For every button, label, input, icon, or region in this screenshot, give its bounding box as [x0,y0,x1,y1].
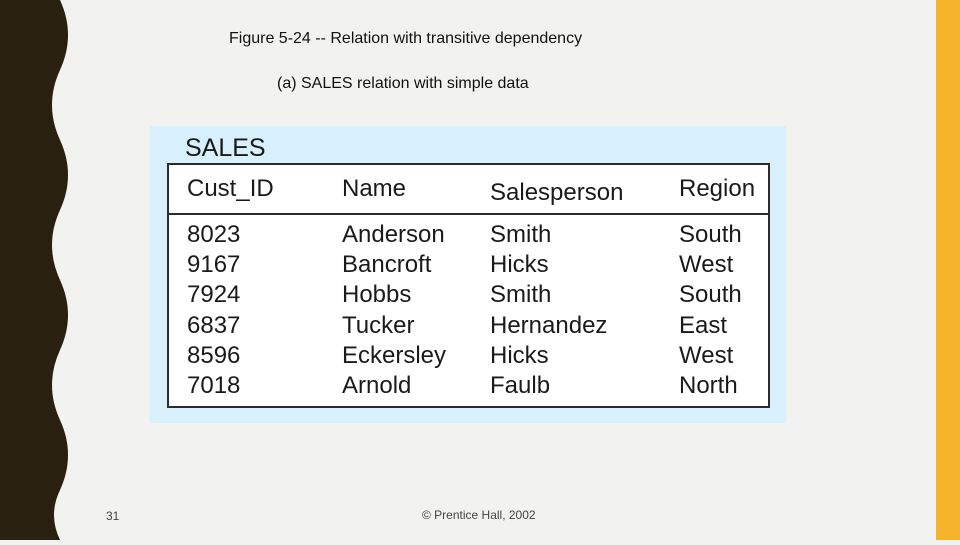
table-header-row [169,165,768,215]
cust-id-cell: 9167 [187,251,241,278]
cust-id-cell: 8596 [187,342,241,369]
column-header-salesperson: Salesperson [490,179,624,206]
slide-page-number: 31 [106,509,120,523]
slide-title: Figure 5-24 -- Relation with transitive dependency [229,30,583,47]
region-cell: South [679,221,742,248]
salesperson-cell: Hernandez [490,312,608,339]
wavy-border-graphic [0,0,80,540]
name-cell: Bancroft [342,251,432,278]
left-decorative-border [0,0,80,540]
copyright-footer: © Prentice Hall, 2002 [422,508,536,522]
sales-relation-table [167,163,770,408]
name-cell: Tucker [342,312,415,339]
name-cell: Anderson [342,221,445,248]
sales-relation-figure [150,126,786,423]
region-cell: North [679,372,738,399]
salesperson-cell: Faulb [490,372,551,399]
name-cell: Eckersley [342,342,447,369]
salesperson-cell: Smith [490,281,552,308]
region-cell: West [679,342,734,369]
column-header-cust-id: Cust_ID [187,175,274,202]
region-cell: South [679,281,742,308]
region-cell: East [679,312,728,339]
column-header-region: Region [679,175,756,202]
salesperson-cell: Hicks [490,251,549,278]
cust-id-cell: 6837 [187,312,241,339]
cust-id-cell: 7924 [187,281,241,308]
right-accent-bar [936,0,960,540]
slide-subtitle: (a) SALES relation with simple data [277,75,529,92]
region-cell: West [679,251,734,278]
salesperson-cell: Smith [490,221,552,248]
name-cell: Arnold [342,372,412,399]
cust-id-cell: 8023 [187,221,241,248]
name-cell: Hobbs [342,281,412,308]
salesperson-cell: Hicks [490,342,549,369]
column-header-name: Name [342,175,407,202]
cust-id-cell: 7018 [187,372,241,399]
relation-name: SALES [185,134,266,162]
